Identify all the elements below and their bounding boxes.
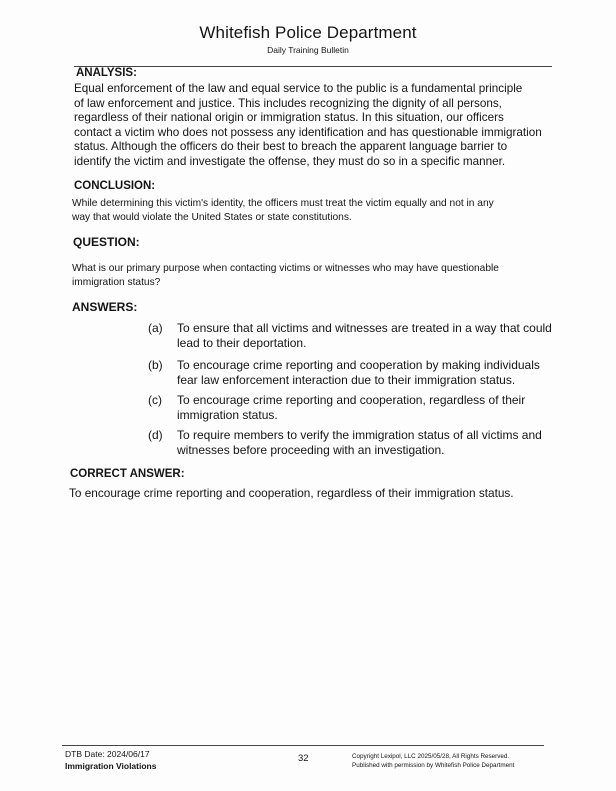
answer-letter: (a) <box>148 321 163 335</box>
analysis-heading: ANALYSIS: <box>76 67 137 79</box>
answers-heading: ANSWERS: <box>72 300 138 314</box>
copyright-line: Published with permission by Whitefish Police Department <box>352 761 515 769</box>
question-line: What is our primary purpose when contacting victims or witnesses who may have questionable <box>72 263 499 274</box>
footer-topic: Immigration Violations <box>65 761 157 771</box>
conclusion-line: While determining this victim's identity, the officers must treat the victim equally and not in any <box>72 198 494 209</box>
correct-answer-heading: CORRECT ANSWER: <box>70 468 185 480</box>
analysis-line: identify the victim and investigate the offense, they must do so in a specific manner. <box>74 154 506 168</box>
analysis-line: status. Although the officers do their best to breach the apparent language barrier to <box>74 140 508 153</box>
page-title: Whitefish Police Department <box>199 23 417 42</box>
page-subtitle: Daily Training Bulletin <box>267 45 349 55</box>
answer-line: lead to their deportation. <box>177 335 307 350</box>
footer-date: DTB Date: 2024/06/17 <box>65 749 150 759</box>
answer-line: To ensure that all victims and witnesses are treated in a way that could <box>177 321 552 335</box>
question-heading: QUESTION: <box>73 235 140 249</box>
header-divider <box>74 66 552 67</box>
answer-text <box>177 358 557 387</box>
answer-letter: (b) <box>148 358 163 372</box>
copyright-notice <box>352 753 514 770</box>
conclusion-line: way that would violate the United States or state constitutions. <box>72 212 352 223</box>
conclusion-heading: CONCLUSION: <box>74 180 156 192</box>
answer-text <box>177 428 557 457</box>
copyright-line: Copyright Lexipol, LLC 2025/05/28, All Rights Reserved. <box>352 753 510 760</box>
analysis-line: of law enforcement and justice. This includes recognizing the dignity of all persons, <box>74 96 502 110</box>
answer-letter: (d) <box>148 428 163 442</box>
answer-letter: (c) <box>148 393 162 407</box>
answer-line: fear law enforcement interaction due to their immigration status. <box>177 372 516 387</box>
answer-line: witnesses before proceeding with an investigation. <box>177 442 445 457</box>
page-number: 32 <box>298 753 309 764</box>
conclusion-text <box>72 197 552 225</box>
question-line: immigration status? <box>72 277 161 288</box>
analysis-text <box>74 82 554 169</box>
analysis-line: regardless of their national origin or immigration status. In this situation, our officers <box>74 111 504 124</box>
answer-line: To encourage crime reporting and cooperation by making individuals <box>177 358 540 372</box>
answer-line: To encourage crime reporting and cooperation, regardless of their <box>177 393 526 407</box>
analysis-line: Equal enforcement of the law and equal service to the public is a fundamental principle <box>74 82 523 95</box>
question-text <box>72 262 552 290</box>
answer-text <box>177 393 557 422</box>
footer-divider <box>62 745 544 746</box>
answer-text <box>177 321 557 350</box>
analysis-line: contact a victim who does not possess any identification and has questionable immigration <box>74 125 542 139</box>
correct-answer-text: To encourage crime reporting and cooperation, regardless of their immigration status. <box>69 486 514 500</box>
answer-line: To require members to verify the immigration status of all victims and <box>177 428 542 442</box>
answer-line: immigration status. <box>177 407 278 422</box>
